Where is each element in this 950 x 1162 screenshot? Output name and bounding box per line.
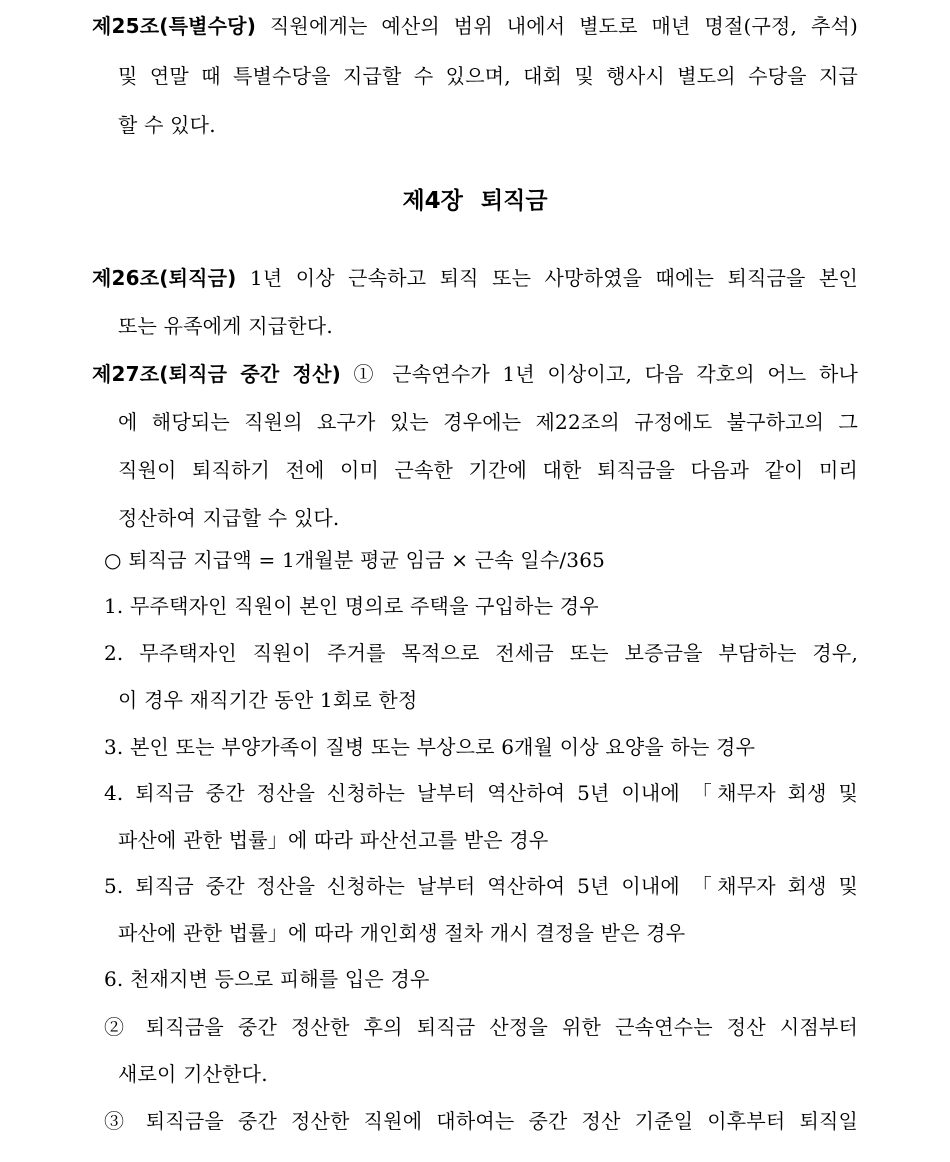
art25-line-1 [92, 14, 858, 38]
art25-label: 제25조(특별수당) [92, 14, 257, 38]
art26-line-2: 또는 유족에게 지급한다. [118, 314, 333, 338]
list-item-4b: 파산에 관한 법률」에 따라 파산선고를 받은 경우 [118, 828, 549, 852]
art27-line-3: 직원이 퇴직하기 전에 이미 근속한 기간에 대한 퇴직금을 다음과 같이 미리 [118, 458, 858, 482]
paragraph-2-line-1: ② 퇴직금을 중간 정산한 후의 퇴직금 산정을 위한 근속연수는 정산 시점부터 [104, 1015, 858, 1039]
art25-text-1: 직원에게는 예산의 범위 내에서 별도로 매년 명절(구정, 추석) [256, 14, 858, 38]
paragraph-2-line-2: 새로이 기산한다. [118, 1062, 268, 1086]
art26-text-1: 1년 이상 근속하고 퇴직 또는 사망하였을 때에는 퇴직금을 본인 [236, 266, 858, 290]
art27-label: 제27조(퇴직금 중간 정산) [92, 362, 341, 386]
art27-line-4: 정산하여 지급할 수 있다. [118, 506, 340, 530]
list-item-4a: 4. 퇴직금 중간 정산을 신청하는 날부터 역산하여 5년 이내에 「채무자 회생 및 [104, 781, 858, 805]
art26-line-1 [92, 266, 858, 290]
art25-line-3: 할 수 있다. [118, 113, 216, 137]
list-item-1: 1. 무주택자인 직원이 본인 명의로 주택을 구입하는 경우 [104, 594, 599, 618]
art27-line-1 [92, 362, 858, 386]
art26-label: 제26조(퇴직금) [92, 266, 237, 290]
list-item-3: 3. 본인 또는 부양가족이 질병 또는 부상으로 6개월 이상 요양을 하는 경우 [104, 735, 756, 759]
list-item-6: 6. 천재지변 등으로 피해를 입은 경우 [104, 967, 430, 991]
list-item-2b: 이 경우 재직기간 동안 1회로 한정 [118, 688, 418, 712]
list-item-2a: 2. 무주택자인 직원이 주거를 목적으로 전세금 또는 보증금을 부담하는 경우, [104, 641, 858, 665]
chapter-title: 제4장 퇴직금 [402, 188, 548, 214]
art27-text-1: ① 근속연수가 1년 이상이고, 다음 각호의 어느 하나 [340, 362, 858, 386]
paragraph-3-line-1: ③ 퇴직금을 중간 정산한 직원에 대하여는 중간 정산 기준일 이후부터 퇴직일 [104, 1109, 858, 1133]
art25-line-2: 및 연말 때 특별수당을 지급할 수 있으며, 대회 및 행사시 별도의 수당을 지급 [118, 64, 858, 88]
list-item-5a: 5. 퇴직금 중간 정산을 신청하는 날부터 역산하여 5년 이내에 「채무자 회생 및 [104, 874, 858, 898]
list-item-5b: 파산에 관한 법률」에 따라 개인회생 절차 개시 결정을 받은 경우 [118, 921, 686, 945]
formula-line: ○ 퇴직금 지급액 = 1개월분 평균 임금 × 근속 일수/365 [104, 548, 606, 572]
art27-line-2: 에 해당되는 직원의 요구가 있는 경우에는 제22조의 규정에도 불구하고의 그 [118, 410, 858, 434]
